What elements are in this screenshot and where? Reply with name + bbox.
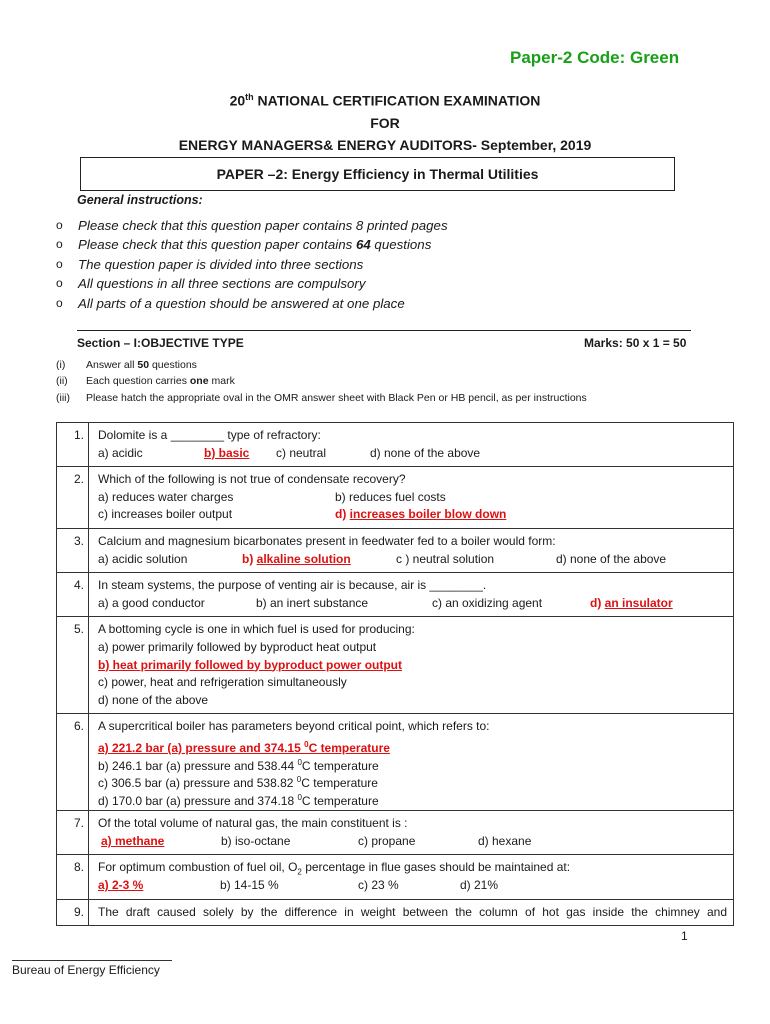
option-b: b) iso-octane	[221, 833, 291, 848]
section-marks: Marks: 50 x 1 = 50	[584, 336, 687, 350]
option-d-answer: d) increases boiler blow down	[335, 507, 507, 522]
question-text: Which of the following is not true of condensate recovery?	[98, 472, 406, 487]
option-c: c) propane	[358, 833, 416, 848]
question-text: A bottoming cycle is one in which fuel is used for producing:	[98, 622, 415, 637]
instruction-item: o All parts of a question should be answered at one place	[56, 295, 405, 311]
bullet-circle-icon: o	[56, 237, 63, 252]
option-c: c ) neutral solution	[396, 551, 495, 566]
question-text: The draft caused solely by the difference in weight between the column of hot gas inside the chimney and	[98, 904, 727, 919]
page-number: 1	[681, 929, 688, 943]
option-b-answer: b) alkaline solution	[242, 551, 351, 566]
question-row	[57, 811, 734, 855]
option-c: c) 23 %	[358, 878, 399, 893]
rule-item: (iii) Please hatch the appropriate oval in the OMR answer sheet with Black Pen or HB pencil, as per instructions	[56, 391, 587, 404]
options-row	[98, 489, 727, 507]
exam-title-audience: ENERGY MANAGERS& ENERGY AUDITORS- September, 2019	[178, 137, 592, 153]
option-c: c) power, heat and refrigeration simultaneously	[98, 675, 347, 690]
paper-title-box	[80, 157, 675, 191]
paper-title: PAPER –2: Energy Efficiency in Thermal Utilities	[216, 166, 539, 182]
paper-code: Paper-2 Code: Green	[510, 48, 680, 67]
question-number: 7.	[57, 811, 89, 855]
option-a-answer: a) 2-3 %	[98, 878, 144, 893]
question-number: 5.	[57, 617, 89, 714]
option-d: d) 21%	[460, 878, 499, 893]
options-row	[98, 551, 727, 569]
option-a: a) acidic	[98, 445, 143, 460]
question-text: Of the total volume of natural gas, the main constituent is :	[98, 816, 408, 831]
bullet-circle-icon: o	[56, 256, 63, 271]
question-text: In steam systems, the purpose of venting air is because, air is ________.	[98, 578, 487, 593]
question-row	[57, 573, 734, 617]
question-number: 3.	[57, 528, 89, 572]
option-d: d) none of the above	[556, 551, 667, 566]
footer-text: Bureau of Energy Efficiency	[12, 963, 160, 977]
option-a: a) power primarily followed by byproduct heat output	[98, 639, 377, 654]
option-a-answer: a) 221.2 bar (a) pressure and 374.15 $^0$C temperature	[98, 739, 390, 755]
option-c: c) 306.5 bar (a) pressure and 538.82 $^0$C temperature	[98, 775, 378, 791]
exam-title: 20th NATIONAL CERTIFICATION EXAMINATION	[229, 92, 541, 109]
option-d: d) none of the above	[370, 445, 481, 460]
questions-table	[56, 422, 734, 926]
instruction-item: o All questions in all three sections are compulsory	[56, 276, 366, 292]
question-row	[57, 855, 734, 899]
option-b: b) 246.1 bar (a) pressure and 538.44 $^0$C temperature	[98, 757, 379, 773]
instruction-item: o The question paper is divided into three sections	[56, 256, 364, 272]
question-number: 1.	[57, 423, 89, 467]
question-text: Dolomite is a ________ type of refractory:	[98, 428, 321, 442]
options-row	[98, 506, 727, 524]
exam-title-for: FOR	[370, 115, 400, 131]
option-b: b) an inert substance	[256, 595, 369, 610]
question-number: 9.	[57, 899, 89, 926]
question-row	[57, 714, 734, 811]
question-text: A supercritical boiler has parameters beyond critical point, which refers to:	[98, 719, 490, 734]
question-row	[57, 528, 734, 572]
option-d: d) hexane	[478, 833, 532, 848]
option-d: d) 170.0 bar (a) pressure and 374.18 $^0$C temperature	[98, 792, 379, 808]
question-row	[57, 467, 734, 529]
instruction-item: o Please check that this question paper contains 8 printed pages	[56, 218, 448, 233]
options-row	[98, 445, 727, 463]
options-row	[98, 833, 727, 851]
question-row	[57, 423, 734, 467]
option-b: b) 14-15 %	[220, 878, 279, 893]
rule-item: (i) Answer all 50 questions	[56, 359, 197, 371]
question-number: 8.	[57, 855, 89, 899]
question-number: 4.	[57, 573, 89, 617]
option-a: a) acidic solution	[98, 551, 188, 566]
option-a: a) a good conductor	[98, 595, 205, 610]
bullet-circle-icon: o	[56, 276, 63, 291]
section-rules	[56, 359, 587, 408]
option-b-answer: b) basic	[204, 445, 250, 460]
bullet-circle-icon: o	[56, 295, 63, 310]
rule-item: (ii) Each question carries one mark	[56, 375, 235, 388]
option-c: c) increases boiler output	[98, 507, 233, 522]
instruction-item: o Please check that this question paper contains 64 questions	[56, 237, 432, 253]
option-c: c) an oxidizing agent	[432, 595, 543, 610]
question-text: Calcium and magnesium bicarbonates present in feedwater fed to a boiler would form:	[98, 533, 556, 548]
general-instructions-heading: General instructions:	[77, 193, 203, 207]
option-a: a) reduces water charges	[98, 489, 234, 504]
question-row	[57, 899, 734, 926]
option-d: d) none of the above	[98, 692, 209, 707]
option-b-answer: b) heat primarily followed by byproduct power output	[98, 657, 403, 672]
question-row	[57, 617, 734, 714]
footer-divider	[12, 960, 172, 961]
section-title: Section – I:OBJECTIVE TYPE	[77, 336, 244, 350]
option-b: b) reduces fuel costs	[335, 489, 446, 504]
bullet-circle-icon: o	[56, 218, 63, 232]
option-a-answer: a) methane	[101, 833, 165, 848]
options-row	[98, 877, 727, 895]
general-instructions-list	[52, 218, 448, 315]
question-text: For optimum combustion of fuel oil, $O_2$ percentage in flue gases should be maintained at:	[98, 860, 571, 877]
option-c: c) neutral	[276, 445, 327, 460]
question-number: 2.	[57, 467, 89, 529]
options-row	[98, 595, 727, 613]
question-number: 6.	[57, 714, 89, 811]
section-divider	[77, 330, 691, 331]
option-d-answer: d) an insulator	[590, 595, 673, 610]
